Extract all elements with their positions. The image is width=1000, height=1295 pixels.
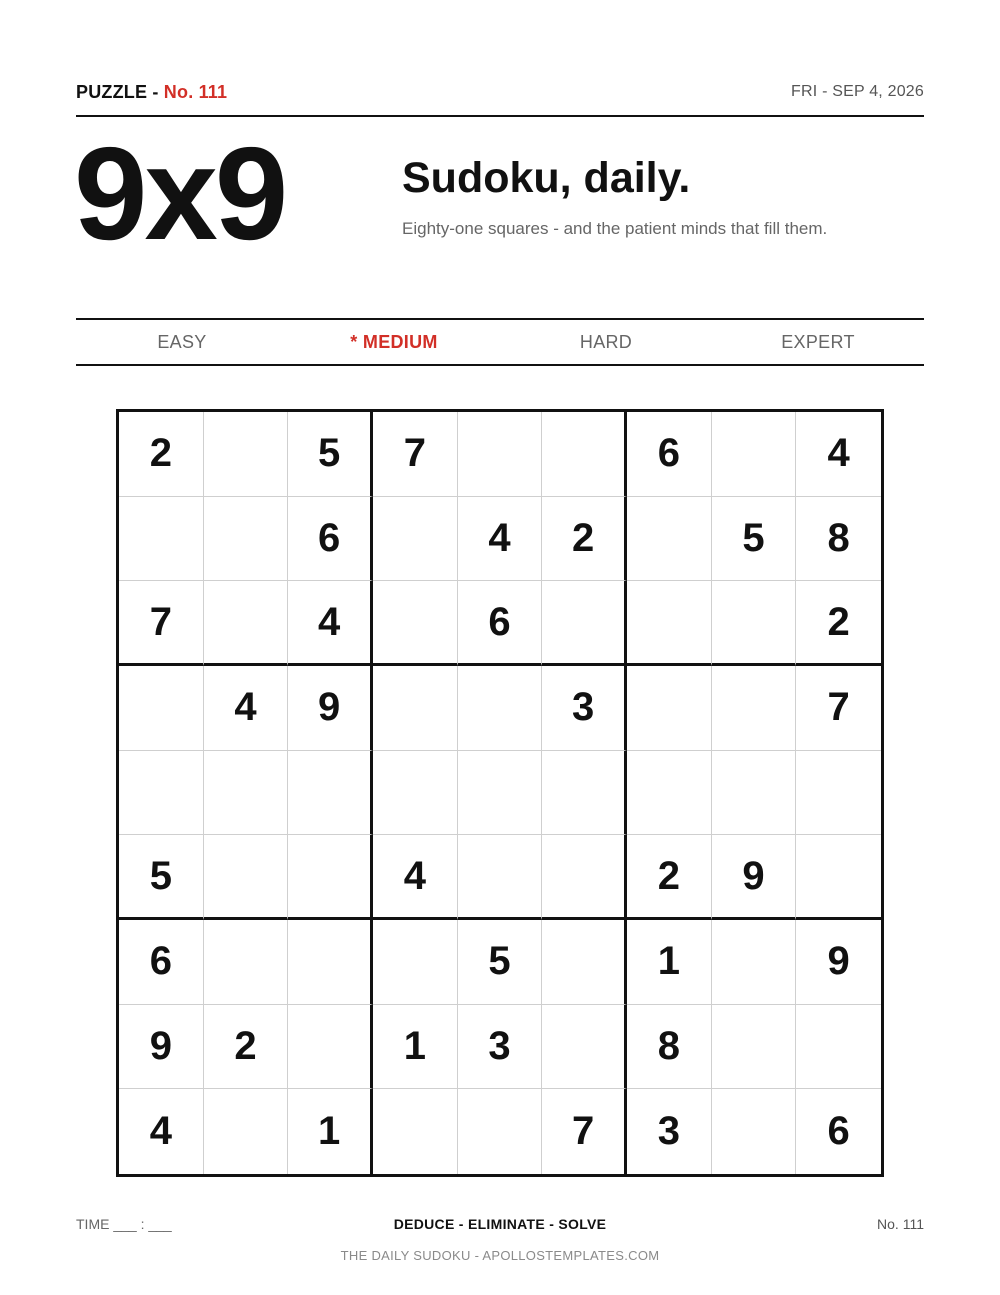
sudoku-cell[interactable] — [458, 412, 543, 497]
sudoku-cell[interactable] — [796, 751, 881, 836]
sudoku-cell[interactable]: 2 — [542, 497, 627, 582]
puzzle-date: FRI - SEP 4, 2026 — [791, 83, 924, 100]
sudoku-cell[interactable] — [458, 1089, 543, 1174]
sudoku-cell[interactable] — [373, 751, 458, 836]
footer-credit: THE DAILY SUDOKU - APOLLOSTEMPLATES.COM — [340, 1248, 660, 1263]
sudoku-cell[interactable] — [204, 412, 289, 497]
sudoku-cell[interactable]: 1 — [288, 1089, 373, 1174]
sudoku-cell[interactable] — [712, 666, 797, 751]
sudoku-cell[interactable]: 1 — [373, 1005, 458, 1090]
puzzle-label-text: PUZZLE - — [76, 81, 164, 102]
sudoku-cell[interactable]: 5 — [119, 835, 204, 920]
sudoku-cell[interactable] — [288, 835, 373, 920]
difficulty-bar — [76, 318, 924, 366]
sudoku-cell[interactable]: 8 — [796, 497, 881, 582]
sudoku-cell[interactable]: 2 — [119, 412, 204, 497]
sudoku-cell[interactable]: 2 — [627, 835, 712, 920]
sudoku-cell[interactable]: 7 — [373, 412, 458, 497]
sudoku-grid — [116, 409, 884, 1177]
footer-row — [76, 1214, 924, 1234]
sudoku-cell[interactable] — [712, 412, 797, 497]
sudoku-cell[interactable] — [119, 497, 204, 582]
difficulty-hard[interactable]: HARD — [579, 331, 633, 352]
difficulty-expert[interactable]: EXPERT — [781, 331, 855, 352]
sudoku-cell[interactable]: 6 — [119, 920, 204, 1005]
sudoku-cell[interactable]: 5 — [458, 920, 543, 1005]
headline: Sudoku, daily. — [402, 154, 691, 202]
sudoku-cell[interactable]: 7 — [796, 666, 881, 751]
sudoku-cell[interactable]: 1 — [627, 920, 712, 1005]
sudoku-cell[interactable]: 3 — [542, 666, 627, 751]
sudoku-cell[interactable]: 9 — [288, 666, 373, 751]
puzzle-label — [76, 82, 227, 103]
sudoku-cell[interactable] — [373, 1089, 458, 1174]
sudoku-cell[interactable] — [204, 497, 289, 582]
header-divider — [76, 115, 924, 117]
sudoku-cell[interactable]: 5 — [288, 412, 373, 497]
footer-number: No. 111 — [877, 1216, 924, 1232]
sudoku-cell[interactable]: 4 — [119, 1089, 204, 1174]
sudoku-cell[interactable]: 9 — [712, 835, 797, 920]
sudoku-cell[interactable]: 6 — [458, 581, 543, 666]
sudoku-cell[interactable] — [712, 1005, 797, 1090]
sudoku-cell[interactable] — [542, 751, 627, 836]
sudoku-cell[interactable] — [796, 835, 881, 920]
difficulty-medium[interactable]: * MEDIUM — [350, 331, 438, 352]
sudoku-cell[interactable]: 6 — [288, 497, 373, 582]
sudoku-cell[interactable] — [373, 666, 458, 751]
sudoku-cell[interactable] — [542, 412, 627, 497]
sudoku-cell[interactable] — [119, 751, 204, 836]
sudoku-cell[interactable] — [288, 751, 373, 836]
sudoku-cell[interactable] — [542, 1005, 627, 1090]
sudoku-cell[interactable] — [542, 835, 627, 920]
sudoku-cell[interactable] — [458, 666, 543, 751]
sudoku-cell[interactable] — [627, 497, 712, 582]
sudoku-cell[interactable]: 6 — [627, 412, 712, 497]
sudoku-cell[interactable] — [288, 1005, 373, 1090]
sudoku-cell[interactable]: 9 — [119, 1005, 204, 1090]
sudoku-cell[interactable] — [627, 581, 712, 666]
big-title: 9x9 — [74, 120, 286, 267]
sudoku-cell[interactable] — [542, 920, 627, 1005]
sudoku-cell[interactable]: 3 — [458, 1005, 543, 1090]
sudoku-cell[interactable]: 8 — [627, 1005, 712, 1090]
sudoku-cell[interactable] — [627, 751, 712, 836]
difficulty-easy[interactable]: EASY — [157, 331, 207, 352]
sudoku-cell[interactable]: 2 — [204, 1005, 289, 1090]
sudoku-cell[interactable] — [288, 920, 373, 1005]
sudoku-cell[interactable]: 9 — [796, 920, 881, 1005]
sudoku-cell[interactable]: 3 — [627, 1089, 712, 1174]
sudoku-cell[interactable] — [712, 581, 797, 666]
sudoku-cell[interactable]: 2 — [796, 581, 881, 666]
sudoku-cell[interactable]: 4 — [458, 497, 543, 582]
sudoku-cell[interactable] — [204, 920, 289, 1005]
sudoku-cell[interactable] — [204, 835, 289, 920]
sudoku-cell[interactable] — [542, 581, 627, 666]
sudoku-cell[interactable]: 5 — [712, 497, 797, 582]
sudoku-cell[interactable]: 6 — [827, 1109, 850, 1154]
sudoku-cell[interactable] — [204, 751, 289, 836]
tagline: Eighty-one squares - and the patient minds that fill them. — [402, 219, 828, 238]
header-row — [76, 80, 924, 104]
sudoku-cell[interactable] — [204, 581, 289, 666]
sudoku-cell[interactable]: 4 — [204, 666, 289, 751]
sudoku-cell[interactable]: 4 — [796, 412, 881, 497]
sudoku-cell[interactable] — [796, 1005, 881, 1090]
footer-motto: DEDUCE - ELIMINATE - SOLVE — [393, 1216, 607, 1232]
sudoku-cell[interactable] — [712, 1089, 797, 1174]
time-field: TIME ___ : ___ — [76, 1216, 172, 1232]
sudoku-cell[interactable] — [373, 581, 458, 666]
sudoku-cell[interactable] — [712, 920, 797, 1005]
sudoku-cell[interactable] — [373, 920, 458, 1005]
sudoku-cell[interactable]: 4 — [288, 581, 373, 666]
sudoku-cell[interactable] — [712, 751, 797, 836]
sudoku-cell[interactable] — [119, 666, 204, 751]
sudoku-cell[interactable]: 7 — [542, 1089, 627, 1174]
sudoku-cell[interactable]: 7 — [119, 581, 204, 666]
sudoku-cell[interactable] — [373, 497, 458, 582]
sudoku-cell[interactable] — [458, 751, 543, 836]
puzzle-number: No. 111 — [163, 81, 228, 102]
sudoku-cell[interactable] — [458, 835, 543, 920]
sudoku-cell[interactable]: 4 — [373, 835, 458, 920]
sudoku-cell[interactable] — [204, 1089, 289, 1174]
sudoku-cell[interactable] — [627, 666, 712, 751]
